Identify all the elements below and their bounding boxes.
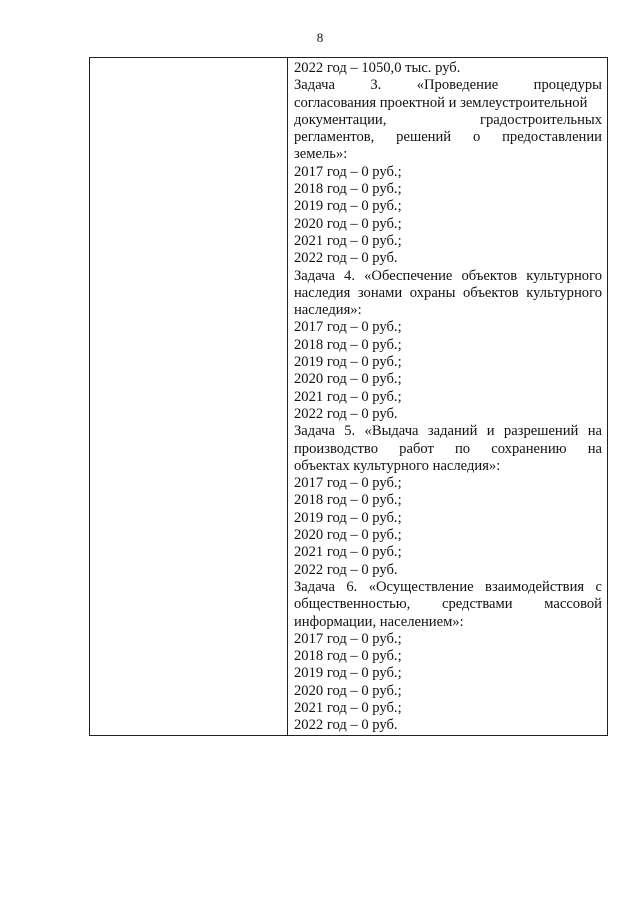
text-line: 2019 год – 0 руб.; <box>294 354 402 371</box>
table-right-column <box>288 58 607 735</box>
text-line: 2022 год – 0 руб. <box>294 561 398 578</box>
text-line: 2020 год – 0 руб.; <box>294 215 402 232</box>
text-line: 2017 год – 0 руб.; <box>294 630 402 647</box>
text-line: регламентов, решений о предоставлении <box>294 129 602 146</box>
text-line: 2020 год – 0 руб.; <box>294 371 402 388</box>
text-line: 2019 год – 0 руб.; <box>294 665 402 682</box>
text-line: 2019 год – 0 руб.; <box>294 198 402 215</box>
text-line: объектах культурного наследия»: <box>294 457 501 474</box>
text-line: 2017 год – 0 руб.; <box>294 163 402 180</box>
text-line: 2017 год – 0 руб.; <box>294 475 402 492</box>
text-line: 2017 год – 0 руб.; <box>294 319 402 336</box>
text-line: 2021 год – 0 руб.; <box>294 232 402 249</box>
text-line: Задача 4. «Обеспечение объектов культурного <box>294 267 602 284</box>
table-left-column <box>90 58 288 735</box>
text-line: 2021 год – 0 руб.; <box>294 699 402 716</box>
text-line: 2022 год – 1050,0 тыс. руб. <box>294 60 461 76</box>
text-line: согласования проектной и землеустроительной <box>294 94 588 111</box>
text-line: 2018 год – 0 руб.; <box>294 492 402 509</box>
text-line: 2020 год – 0 руб.; <box>294 682 402 699</box>
text-line: 2021 год – 0 руб.; <box>294 544 402 561</box>
text-line: 2018 год – 0 руб.; <box>294 336 402 353</box>
text-line: Задача 6. «Осуществление взаимодействия с <box>294 578 602 595</box>
text-line: Задача 5. «Выдача заданий и разрешений на <box>294 423 602 440</box>
text-line: 2022 год – 0 руб. <box>294 250 398 267</box>
text-line: 2019 год – 0 руб.; <box>294 509 402 526</box>
text-line: земель»: <box>294 146 348 163</box>
text-line: производство работ по сохранению на <box>294 440 602 457</box>
text-line: 2018 год – 0 руб.; <box>294 181 402 198</box>
text-line: информации, населением»: <box>294 613 464 630</box>
text-line: 2022 год – 0 руб. <box>294 405 398 422</box>
text-line: наследия»: <box>294 302 362 319</box>
text-line: 2021 год – 0 руб.; <box>294 388 402 405</box>
text-line: общественностью, средствами массовой <box>294 596 602 613</box>
text-line: Задача 3. «Проведение процедуры <box>294 77 602 94</box>
text-line: документации, градостроительных <box>294 111 602 128</box>
text-line: 2018 год – 0 руб.; <box>294 648 402 665</box>
page-number: 8 <box>316 30 324 45</box>
text-line: 2020 год – 0 руб.; <box>294 527 402 544</box>
text-line: 2022 год – 0 руб. <box>294 717 398 734</box>
document-table <box>89 57 608 736</box>
text-line: наследия зонами охраны объектов культурного <box>294 284 602 301</box>
